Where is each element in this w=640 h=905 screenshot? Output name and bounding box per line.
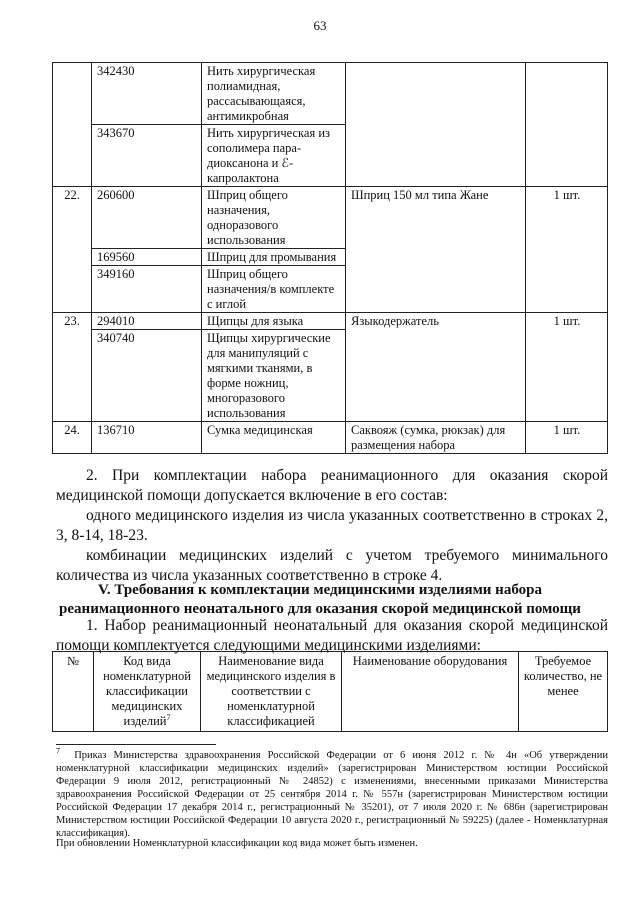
footnote-body: Приказ Министерства здравоохранения Российской Федерации от 6 июня 2012 г. № 4н «Об утверждении номенклатурной классификации медицинских изделий» (зарегистрирован Министерством юстиции Российской Федерации 9 июля 2012, регистрационный № 24852) с изменениями, внесенными приказами Министерства здравоохранения Российской Федерации от 25 сентября 2014 г. № 557н (зарегистрирован Министерством юстиции Российской Федерации 17 декабря 2014 г., регистрационный № 35201), от 7 июля 2020 г. № 686н (зарегистрирован Министерством юстиции Российской Федерации 10 августа 2020 г., регистрационный № 59225) (далее - Номенклатурная классификация). xyxy=(56,750,608,839)
code-cell: 342430 xyxy=(92,63,202,125)
table-row xyxy=(53,422,608,454)
footnote-mark: 7 xyxy=(56,746,60,756)
code-cell: 294010 xyxy=(92,313,202,330)
row-number: 24. xyxy=(53,422,92,454)
name-cell: Щипцы для языка xyxy=(202,313,346,330)
paragraph-option-2: комбинации медицинских изделий с учетом требуемого минимального количества из числа указанных соответственно в строке 4. xyxy=(56,547,608,584)
header-qty: Требуемое количество, не менее xyxy=(519,652,608,732)
table-header-row xyxy=(53,652,608,732)
equipment-cell: Шприц 150 мл типа Жане xyxy=(346,187,526,313)
name-cell: Щипцы хирургические для манипуляций с мягкими тканями, в форме ножниц, многоразового использования xyxy=(202,330,346,422)
table-row xyxy=(53,187,608,249)
footnote-note: При обновлении Номенклатурной классификации код вида может быть изменен. xyxy=(56,838,418,849)
equipment-cell: Саквояж (сумка, рюкзак) для размещения набора xyxy=(346,422,526,454)
qty-cell: 1 шт. xyxy=(526,422,608,454)
header-code xyxy=(94,652,201,732)
name-cell: Нить хирургическая полиамидная, рассасывающаяся, антимикробная xyxy=(202,63,346,125)
section-intro: 1. Набор реанимационный неонатальный для оказания скорой медицинской помощи комплектуется следующими медицинскими изделиями: xyxy=(56,617,608,654)
row-number xyxy=(53,63,92,187)
code-cell: 169560 xyxy=(92,249,202,266)
header-name: Наименование вида медицинского изделия в соответствии с номенклатурной классификацией xyxy=(201,652,342,732)
name-cell: Шприц общего назначения/в комплекте с иглой xyxy=(202,266,346,313)
footnote-ref: 7 xyxy=(166,712,171,722)
code-cell: 260600 xyxy=(92,187,202,249)
section-heading-line-1: V. Требования к комплектации медицинскими изделиями набора xyxy=(98,582,542,598)
code-cell: 349160 xyxy=(92,266,202,313)
equipment-cell xyxy=(346,63,526,187)
header-code-text: Код вида номенклатурной классификации медицинских изделий xyxy=(103,654,191,728)
code-cell: 136710 xyxy=(92,422,202,454)
footnote-text xyxy=(56,746,608,840)
qty-cell: 1 шт. xyxy=(526,187,608,313)
equipment-table-header xyxy=(52,651,608,732)
name-cell: Нить хирургическая из сополимера пара-диоксанона и ℰ-капролактона xyxy=(202,125,346,187)
table-row xyxy=(53,313,608,330)
name-cell: Сумка медицинская xyxy=(202,422,346,454)
qty-cell: 1 шт. xyxy=(526,313,608,422)
row-number: 22. xyxy=(53,187,92,313)
name-cell: Шприц общего назначения, одноразового использования xyxy=(202,187,346,249)
equipment-table-continued xyxy=(52,62,608,454)
header-num: № xyxy=(53,652,94,732)
row-number: 23. xyxy=(53,313,92,422)
equipment-cell: Языкодержатель xyxy=(346,313,526,422)
paragraph-2: 2. При комплектации набора реанимационного для оказания скорой медицинской помощи допускается включение в его состав: xyxy=(56,467,608,504)
code-cell: 340740 xyxy=(92,330,202,422)
paragraph-option-1: одного медицинского изделия из числа указанных соответственно в строках 2, 3, 8-14, 18-23. xyxy=(56,507,608,544)
header-equipment: Наименование оборудования xyxy=(342,652,519,732)
code-cell: 343670 xyxy=(92,125,202,187)
qty-cell xyxy=(526,63,608,187)
footnote-separator xyxy=(56,744,216,745)
section-heading-line-2: реанимационного неонатального для оказания скорой медицинской помощи xyxy=(59,601,581,617)
name-cell: Шприц для промывания xyxy=(202,249,346,266)
table-row xyxy=(53,63,608,125)
page-number: 63 xyxy=(313,18,327,33)
